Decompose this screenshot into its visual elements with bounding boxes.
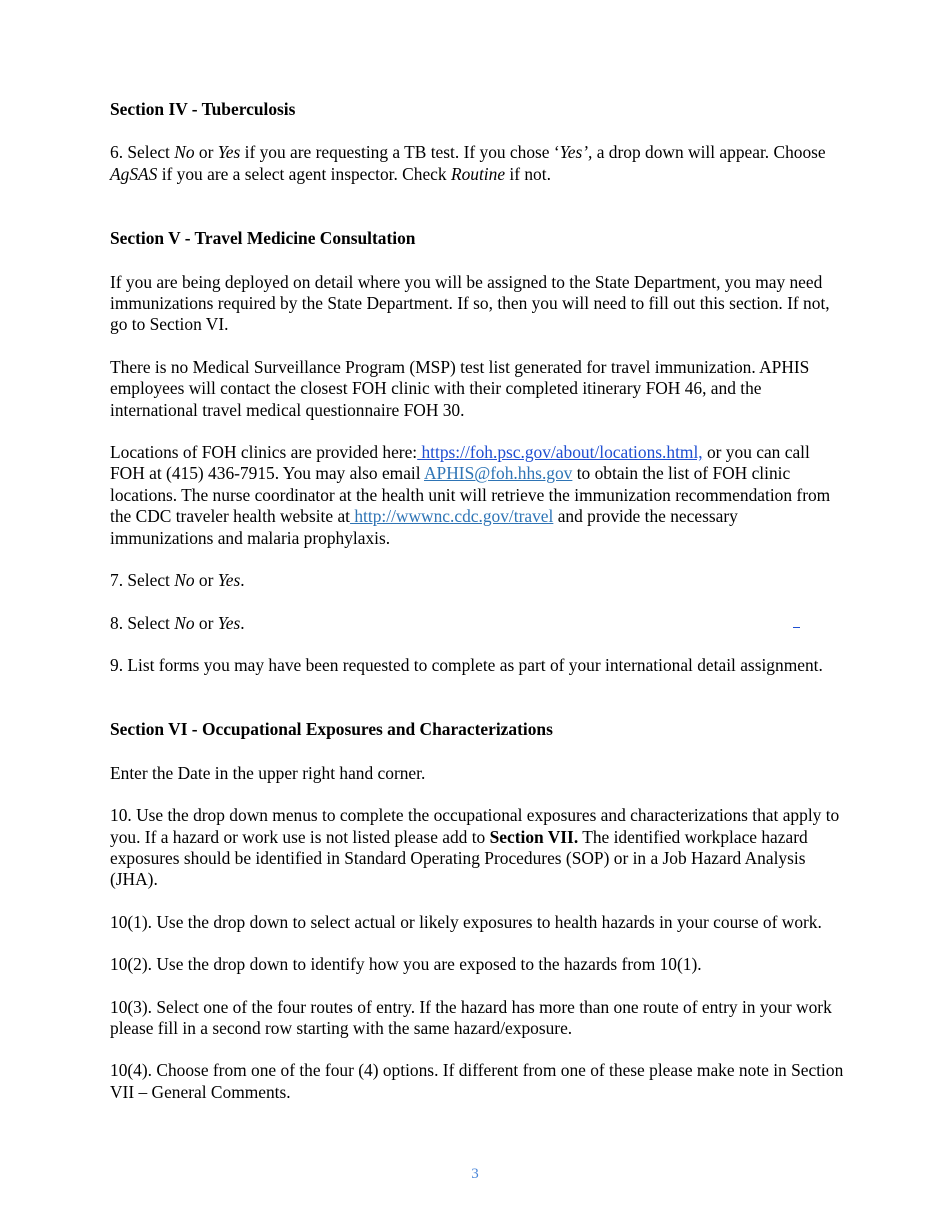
cdc-travel-link[interactable]: http://wwwnc.cdc.gov/travel bbox=[350, 506, 554, 527]
item-7-paragraph: 7. Select No or Yes. bbox=[110, 570, 245, 591]
section-v-heading: Section V - Travel Medicine Consultation bbox=[110, 228, 416, 249]
date-instruction: Enter the Date in the upper right hand corner. bbox=[110, 762, 426, 783]
section-v-paragraph-1: If you are being deployed on detail where you will be assigned to the State Department, you may need immunizations required by the State Department. If so, then you will need to fill out this section. If not, go to Section VI. bbox=[110, 271, 830, 335]
item-10-1-paragraph: 10(1). Use the drop down to select actual or likely exposures to health hazards in your course of work. bbox=[110, 911, 822, 932]
aphis-email-link[interactable]: APHIS@foh.hhs.gov bbox=[423, 463, 573, 484]
item-10-2-paragraph: 10(2). Use the drop down to identify how you are exposed to the hazards from 10(1). bbox=[110, 954, 702, 975]
item-10-paragraph: 10. Use the drop down menus to complete the occupational exposures and characterizations that apply to you. If a hazard or work use is not listed please add to Section VII. The identified workplace hazard exposures should be identified in Standard Operating Procedures (SOP) or in a Job Hazard Analysis (JHA). bbox=[110, 805, 840, 890]
page-number: 3 bbox=[471, 1166, 479, 1182]
item-10-3-paragraph: 10(3). Select one of the four routes of entry. If the hazard has more than one route of entry in your work please fill in a second row starting with the same hazard/exposure. bbox=[110, 996, 832, 1038]
item-8-paragraph: 8. Select No or Yes. bbox=[110, 612, 245, 633]
document-page bbox=[110, 99, 845, 1103]
item-10-4-paragraph: 10(4). Choose from one of the four (4) options. If different from one of these please make note in Section VII – General Comments. bbox=[110, 1060, 844, 1102]
item-9-paragraph: 9. List forms you may have been requested to complete as part of your international detail assignment. bbox=[110, 654, 823, 675]
item-6-paragraph: 6. Select No or Yes if you are requesting a TB test. If you chose ‘Yes’, a drop down will appear. Choose AgSAS if you are a select agent inspector. Check Routine if not. bbox=[110, 142, 826, 184]
section-vi-heading: Section VI - Occupational Exposures and Characterizations bbox=[110, 719, 553, 740]
foh-locations-link[interactable]: https://foh.psc.gov/about/locations.html, bbox=[417, 442, 703, 463]
stray-underline-mark bbox=[793, 626, 800, 628]
section-v-paragraph-3: Locations of FOH clinics are provided here: https://foh.psc.gov/about/locations.html, or you can call FOH at (415) 436-7915. You may also email APHIS@foh.hhs.gov to obtain the list of FOH clinic locations. The nurse coordinator at the health unit will retrieve the immunization recommendation from the CDC traveler health website at http://wwwnc.cdc.gov/travel and provide the necessary immunizations and malaria prophylaxis. bbox=[110, 442, 831, 548]
section-v-paragraph-2: There is no Medical Surveillance Program (MSP) test list generated for travel immunization. APHIS employees will contact the closest FOH clinic with their completed itinerary FOH 46, and the international travel medical questionnaire FOH 30. bbox=[110, 356, 810, 420]
section-iv-heading: Section IV - Tuberculosis bbox=[110, 99, 296, 119]
